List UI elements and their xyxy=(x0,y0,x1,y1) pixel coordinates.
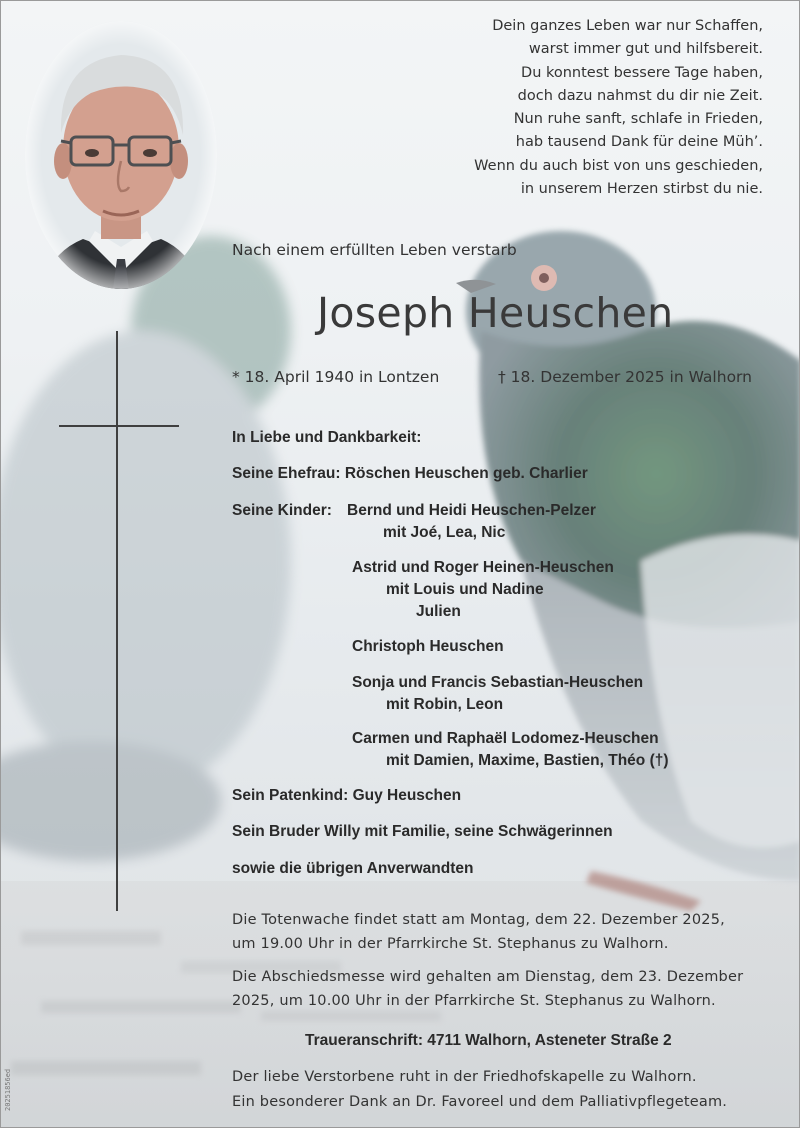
poem-line: hab tausend Dank für deine Müh’. xyxy=(515,134,763,151)
family-godchild: Sein Patenkind: Guy Heuschen xyxy=(232,787,462,804)
ad-reference-code: 20251856ed xyxy=(4,1068,12,1111)
wake-info-line: um 19.00 Uhr in der Pfarrkirche St. Stephanus zu Walhorn. xyxy=(232,936,669,952)
poem-line: Wenn du auch bist von uns geschieden, xyxy=(474,157,763,174)
child-grandchildren-extra: Julien xyxy=(416,603,461,620)
cross-icon xyxy=(116,331,118,911)
poem-line: Dein ganzes Leben war nur Schaffen, xyxy=(492,18,763,34)
child-parents: Bernd und Heidi Heuschen-Pelzer xyxy=(347,502,596,519)
child-grandchildren: mit Damien, Maxime, Bastien, Théo (†) xyxy=(386,752,669,769)
death-date: † 18. Dezember 2025 in Walhorn xyxy=(498,368,752,386)
deceased-name: Joseph Heuschen xyxy=(317,289,674,337)
wake-info-line: Die Totenwache findet statt am Montag, dem 22. Dezember 2025, xyxy=(232,912,725,928)
cross-icon-bar xyxy=(59,425,179,427)
poem xyxy=(474,15,763,201)
family-relatives: sowie die übrigen Anverwandten xyxy=(232,860,474,877)
child-grandchildren: mit Robin, Leon xyxy=(386,696,504,713)
mass-info-line: Die Abschiedsmesse wird gehalten am Dienstag, dem 23. Dezember xyxy=(232,969,744,985)
intro-text: Nach einem erfüllten Leben verstarb xyxy=(232,241,517,259)
child-grandchildren: mit Louis und Nadine xyxy=(386,581,544,598)
child-parents: Christoph Heuschen xyxy=(352,638,504,655)
poem-line: warst immer gut und hilfsbereit. xyxy=(528,41,763,58)
poem-line: Du konntest bessere Tage haben, xyxy=(521,64,763,81)
mourning-address: Traueranschrift: 4711 Walhorn, Asteneter Straße 2 xyxy=(305,1032,672,1049)
family-brother: Sein Bruder Willy mit Familie, seine Schwägerinnen xyxy=(232,823,613,840)
poem-line: Nun ruhe sanft, schlafe in Frieden, xyxy=(513,111,763,128)
child-parents: Astrid und Roger Heinen-Heuschen xyxy=(352,559,614,576)
portrait-photo xyxy=(25,21,217,289)
family-heading: In Liebe und Dankbarkeit: xyxy=(232,429,422,446)
resting-place-info: Der liebe Verstorbene ruht in der Friedhofskapelle zu Walhorn. xyxy=(232,1069,697,1085)
poem-line: doch dazu nahmst du dir nie Zeit. xyxy=(517,87,763,104)
child-parents: Sonja und Francis Sebastian-Heuschen xyxy=(352,674,644,691)
family-children-label: Seine Kinder: xyxy=(232,502,332,519)
child-grandchildren: mit Joé, Lea, Nic xyxy=(383,524,506,541)
mass-info-line: 2025, um 10.00 Uhr in der Pfarrkirche St. Stephanus zu Walhorn. xyxy=(232,993,716,1009)
child-parents: Carmen und Raphaël Lodomez-Heuschen xyxy=(352,730,659,747)
family-spouse: Seine Ehefrau: Röschen Heuschen geb. Charlier xyxy=(232,465,588,482)
thanks-info: Ein besonderer Dank an Dr. Favoreel und dem Palliativpflegeteam. xyxy=(232,1094,728,1110)
poem-line: in unserem Herzen stirbst du nie. xyxy=(520,181,763,198)
birth-date: * 18. April 1940 in Lontzen xyxy=(232,368,440,386)
